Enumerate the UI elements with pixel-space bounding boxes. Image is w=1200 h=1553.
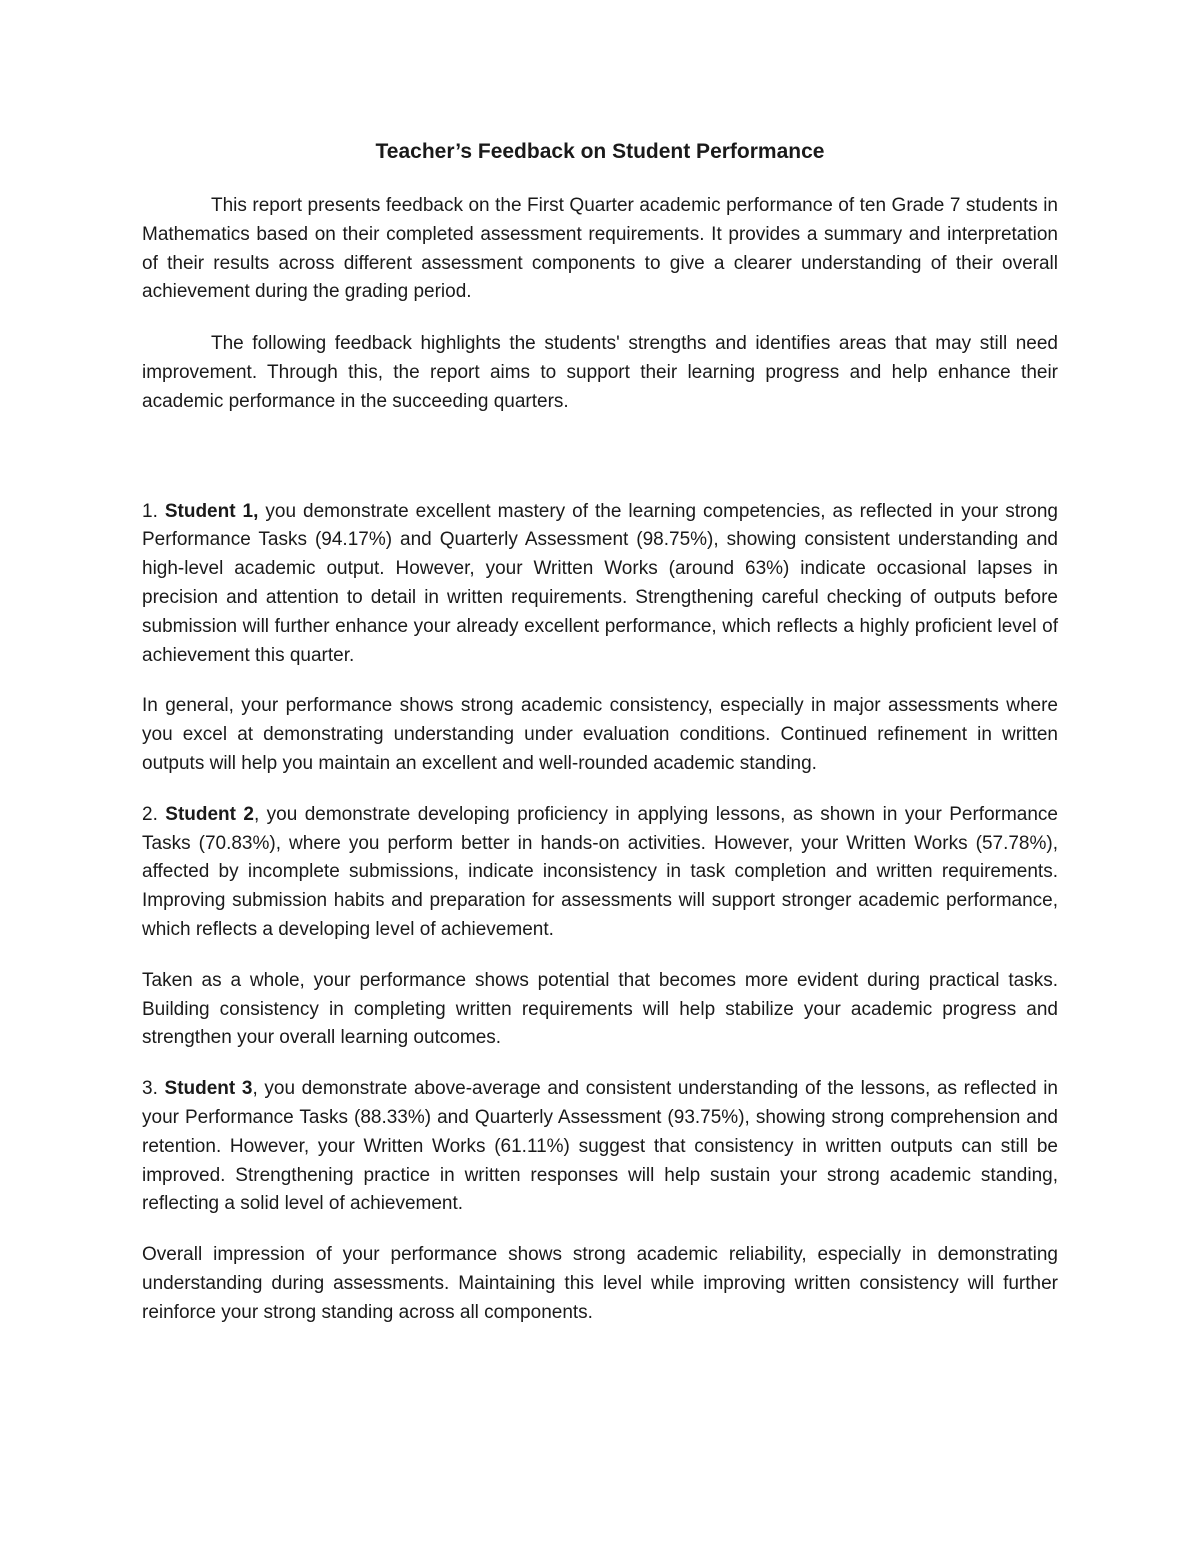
student-1-summary: In general, your performance shows strong academic consistency, especially in major assessments where you excel at demonstrating understanding under evaluation conditions. Continued refinement in written outputs will help you maintain an excellent and well-rounded academic standing.: [142, 695, 1058, 774]
student-1-feedback-text: you demonstrate excellent mastery of the learning competencies, as reflected in your strong Performance Tasks (94.17%) and Quarterly Assessment (98.75%), showing consistent understanding and high-level academic output. However, your Written Works (around 63%) indicate occasional lapses in precision and attention to detail in written requirements. Strengthening careful checking of outputs before submission will further enhance your already excellent performance, which reflects a highly proficient level of achievement this quarter.: [142, 500, 1059, 666]
student-3-feedback: [142, 1075, 1058, 1219]
intro-paragraph-2: The following feedback highlights the students' strengths and identifies areas that may still need improvement. Through this, the report aims to support their learning progress and help enhance their academic performance in the succeeding quarters.: [142, 333, 1058, 412]
student-3-feedback-text: , you demonstrate above-average and consistent understanding of the lessons, as reflected in your Performance Tasks (88.33%) and Quarterly Assessment (93.75%), showing strong comprehension and retention. However, your Written Works (61.11%) suggest that consistency in written outputs can still be improved. Strengthening practice in written responses will help sustain your strong academic standing, reflecting a solid level of achievement.: [142, 1078, 1058, 1215]
student-2-number: 2.: [142, 803, 166, 825]
student-2-summary: Taken as a whole, your performance shows potential that becomes more evident during practical tasks. Building consistency in completing written requirements will help stabilize your academic progress and strengthen your overall learning outcomes.: [142, 969, 1058, 1049]
document-page: [142, 138, 1058, 1328]
student-3-name: Student 3: [164, 1078, 253, 1100]
student-2-feedback: [142, 801, 1058, 945]
student-3-summary: Overall impression of your performance shows strong academic reliability, especially in demonstrating understanding during assessments. Maintaining this level while improving written consistency will further reinforce your strong standing across all components.: [142, 1244, 1058, 1323]
student-3-number: 3.: [142, 1078, 165, 1100]
document-title: Teacher’s Feedback on Student Performance: [375, 140, 825, 163]
student-1-name: Student 1,: [164, 500, 259, 522]
intro-paragraph-1: This report presents feedback on the First Quarter academic performance of ten Grade 7 students in Mathematics based on their completed assessment requirements. It provides a summary and interpretation of their results across different assessment components to give a clearer understanding of their overall achievement during the grading period.: [142, 195, 1058, 303]
student-2-feedback-text: , you demonstrate developing proficiency in applying lessons, as shown in your Performance Tasks (70.83%), where you perform better in hands-on activities. However, your Written Works (57.78%), affected by incomplete submissions, indicate inconsistency in task completion and written requirements. Improving submission habits and preparation for assessments will support stronger academic performance, which reflects a developing level of achievement.: [142, 803, 1058, 940]
student-1-number: 1.: [142, 500, 165, 522]
student-1-feedback: [142, 498, 1058, 671]
student-2-name: Student 2: [165, 803, 254, 825]
